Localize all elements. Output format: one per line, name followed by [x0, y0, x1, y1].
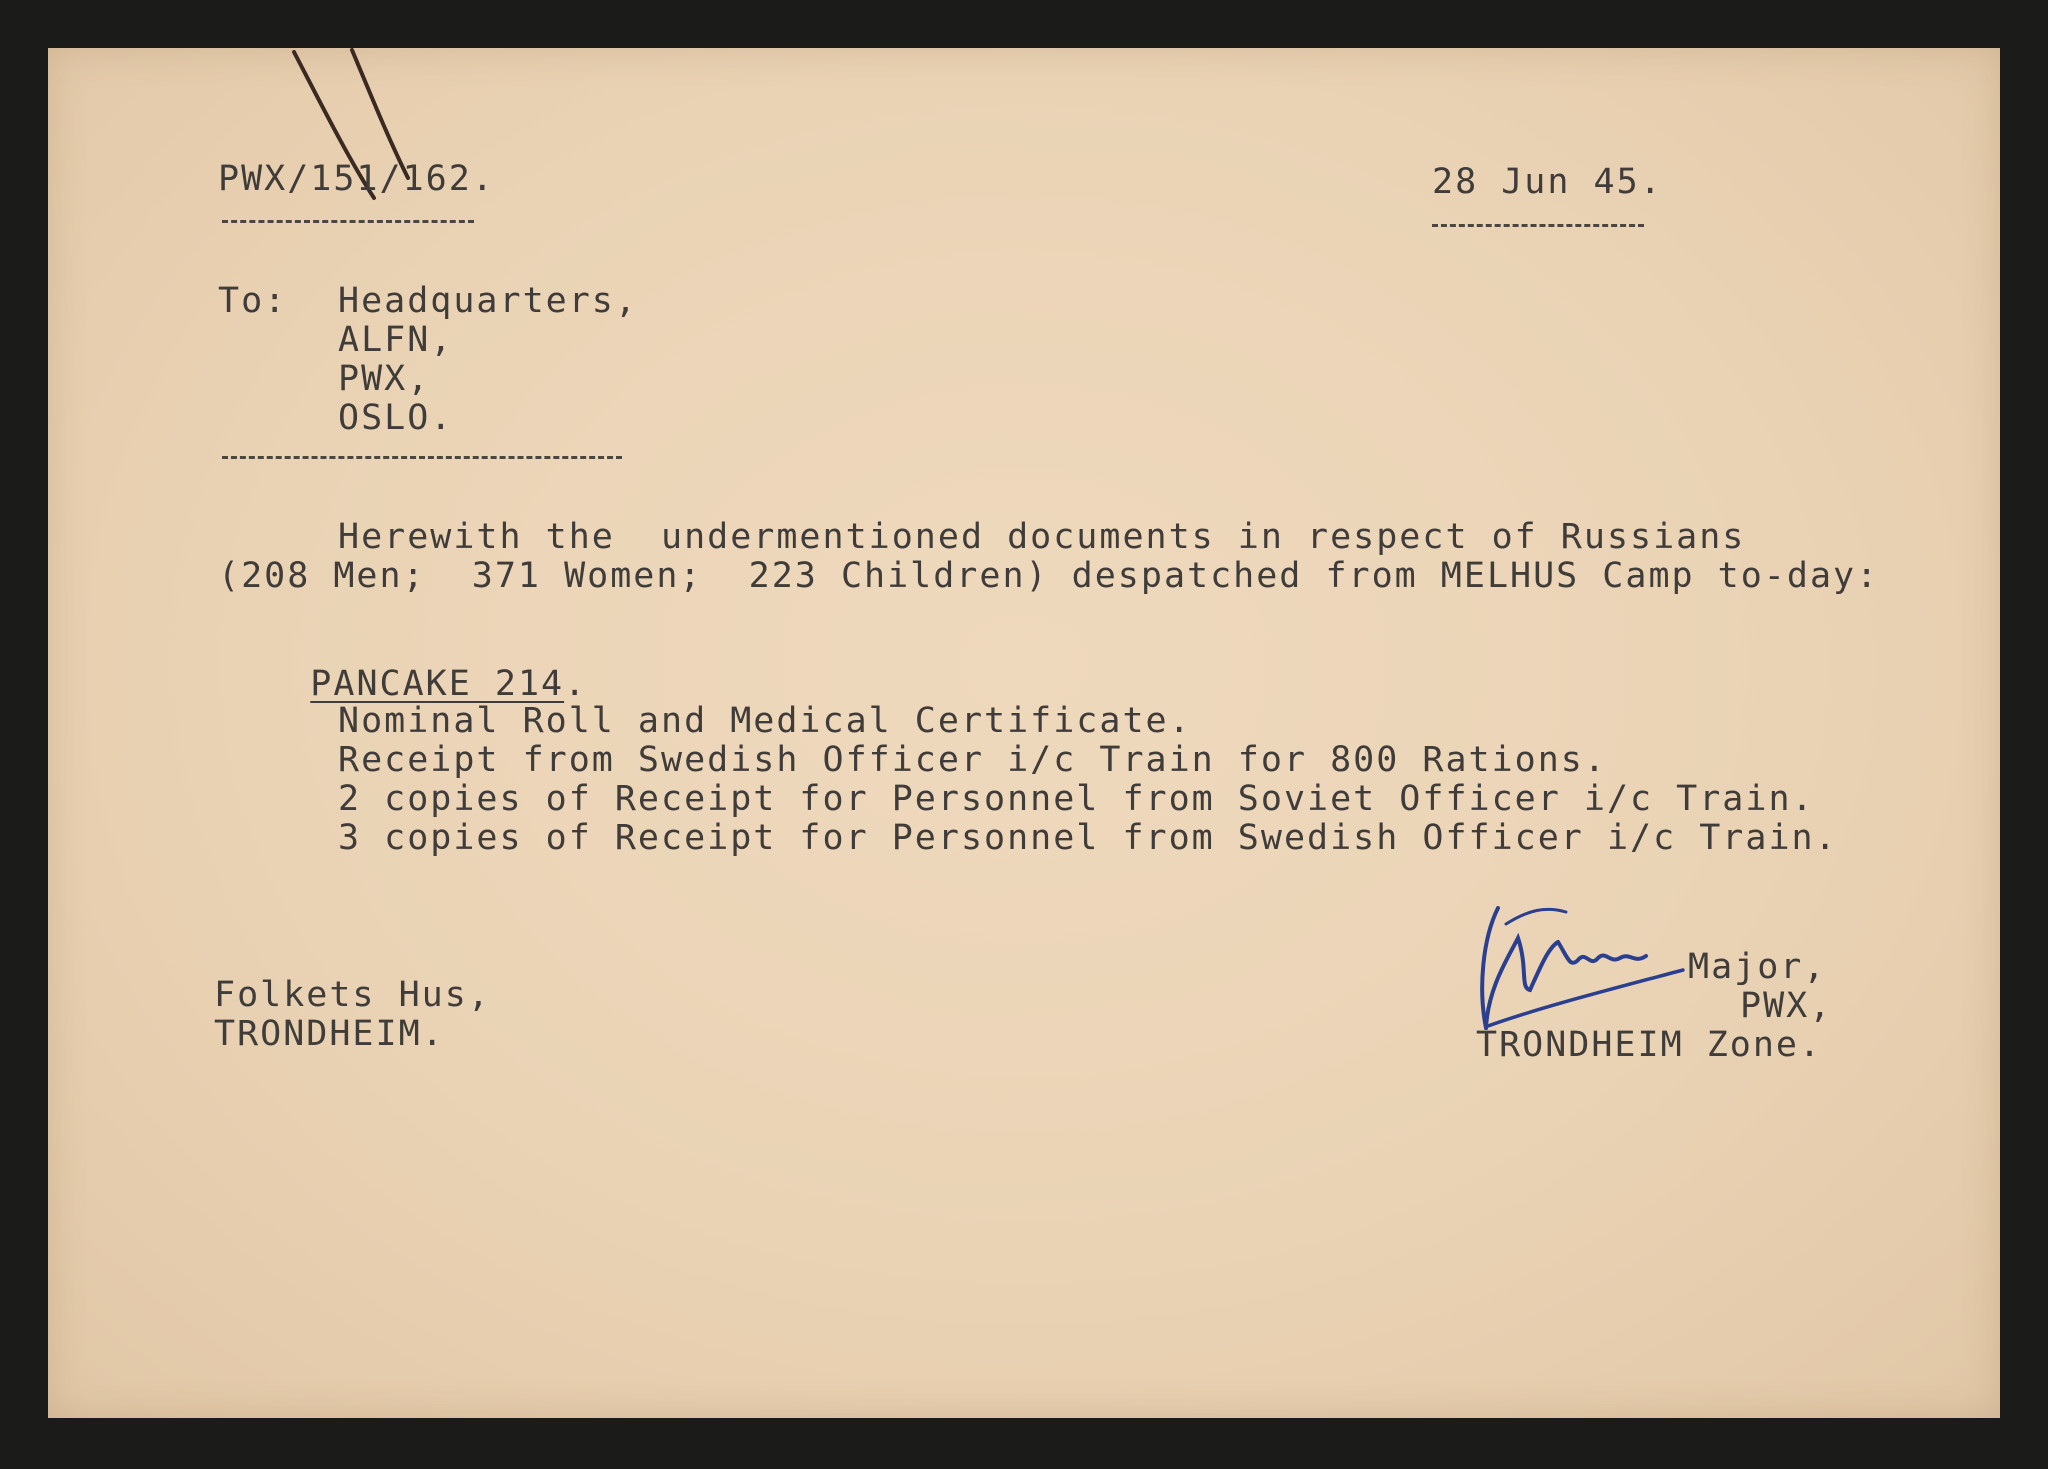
section-heading-text: PANCAKE 214 — [310, 664, 565, 704]
letter-page — [48, 48, 2000, 1418]
document-item: Receipt from Swedish Officer i/c Train for 800 Rations. — [338, 740, 1607, 780]
signature-zone: TRONDHEIM Zone. — [1476, 1025, 1823, 1065]
document-item: 2 copies of Receipt for Personnel from Soviet Officer i/c Train. — [338, 779, 1815, 819]
letter-date: 28 Jun 45. — [1432, 162, 1663, 202]
section-heading-period: . — [564, 664, 588, 704]
reference-number: PWX/151/162. — [218, 159, 495, 199]
body-line: Herewith the undermentioned documents in respect of Russians — [338, 517, 1746, 557]
sender-address-line: Folkets Hus, — [214, 975, 491, 1015]
addressee-line: ALFN, — [338, 320, 454, 360]
date-underline — [1432, 224, 1644, 227]
document-item: 3 copies of Receipt for Personnel from Swedish Officer i/c Train. — [338, 818, 1838, 858]
addressee-line: OSLO. — [338, 398, 454, 438]
body-line: (208 Men; 371 Women; 223 Children) despatched from MELHUS Camp to-day: — [218, 556, 1880, 596]
signature-rank: Major, — [1688, 947, 1827, 987]
handwritten-signature — [1458, 898, 1688, 1048]
addressee-line: Headquarters, — [338, 281, 638, 321]
sender-address-line: TRONDHEIM. — [214, 1014, 445, 1054]
pen-strike-marks — [288, 48, 448, 238]
signature-unit: PWX, — [1740, 986, 1833, 1026]
to-label: To: — [218, 281, 288, 321]
addressee-underline — [222, 456, 622, 459]
reference-underline — [222, 220, 474, 223]
addressee-line: PWX, — [338, 359, 431, 399]
document-item: Nominal Roll and Medical Certificate. — [338, 701, 1192, 741]
